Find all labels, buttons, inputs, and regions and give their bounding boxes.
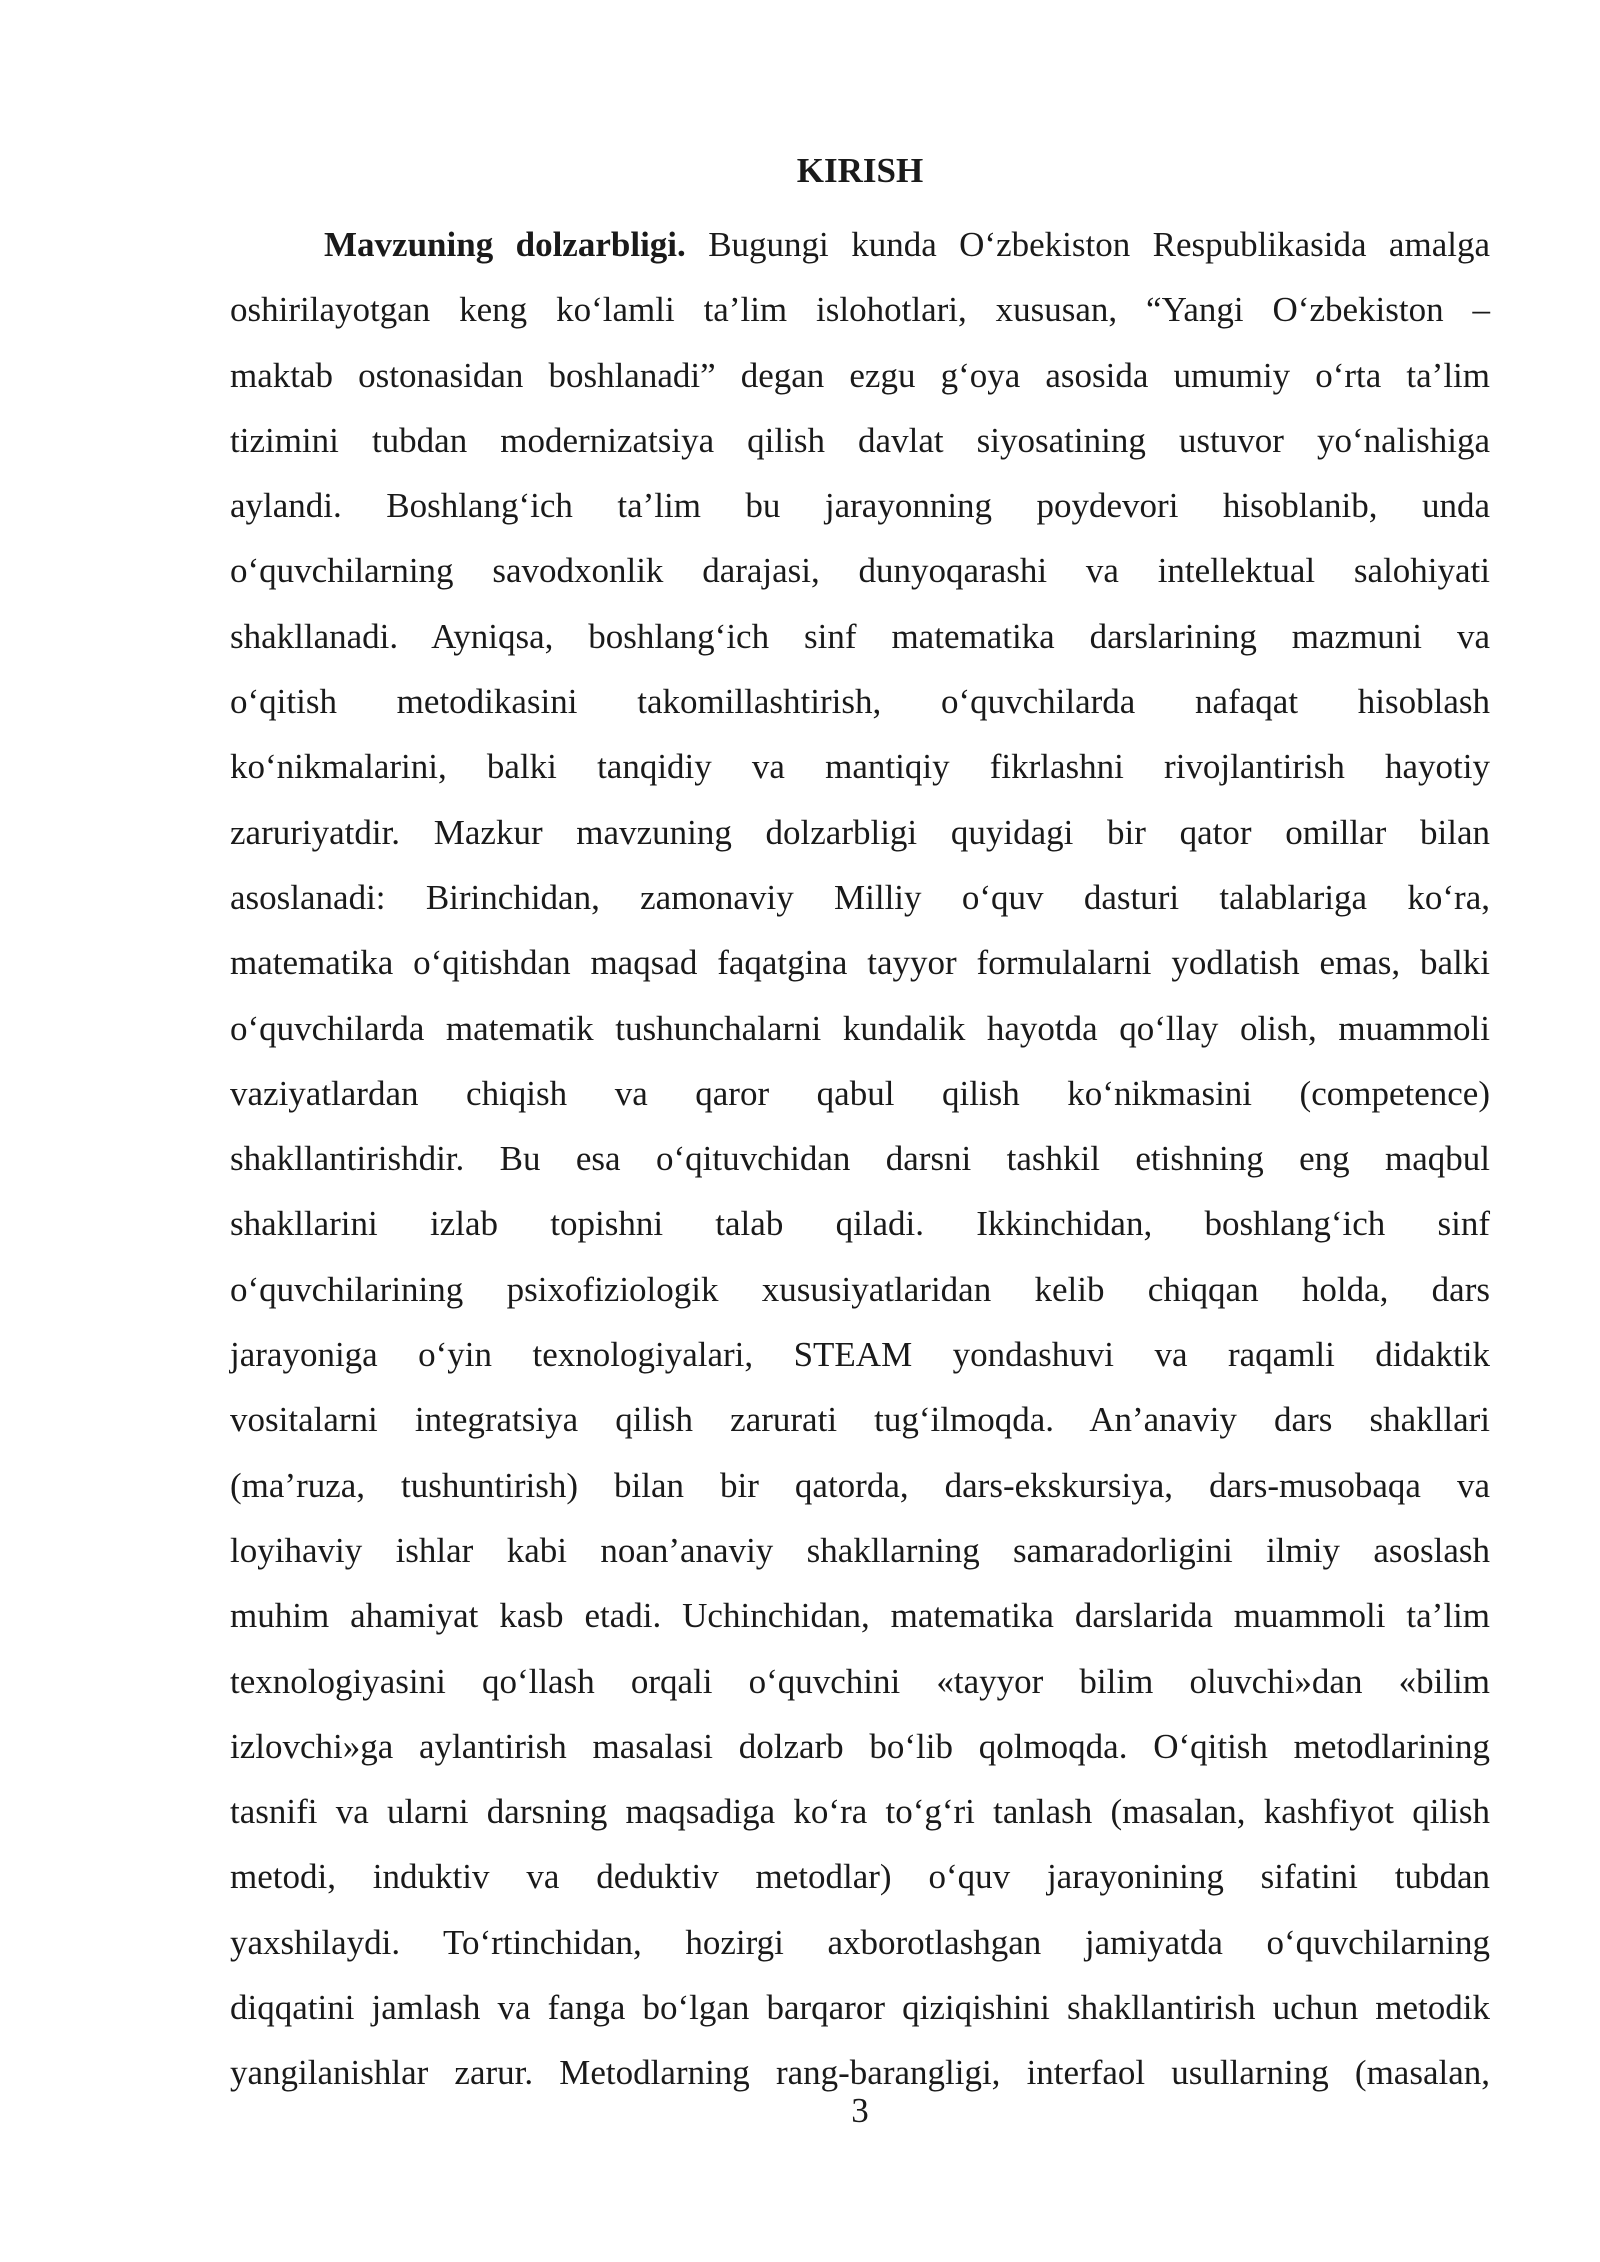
text-line: izlovchi»ga aylantirish masalasi dolzarb bo‘lib qolmoqda. O‘qitish metodlarining <box>230 1726 1490 1766</box>
text-line: metodi, induktiv va deduktiv metodlar) o‘quv jarayonining sifatini tubdan <box>230 1857 1490 1897</box>
text-line: matematika o‘qitishdan maqsad faqatgina tayyor formulalarni yodlatish emas, balki <box>230 943 1490 983</box>
text-line: o‘quvchilarning savodxonlik darajasi, dunyoqarashi va intellektual salohiyati <box>230 551 1490 591</box>
text-line: shakllantirishdir. Bu esa o‘qituvchidan darsni tashkil etishning eng maqbul <box>230 1139 1490 1179</box>
text-line: (ma’ruza, tushuntirish) bilan bir qatorda, dars-ekskursiya, dars-musobaqa va <box>230 1465 1490 1505</box>
text-line: zaruriyatdir. Mazkur mavzuning dolzarbligi quyidagi bir qator omillar bilan <box>230 812 1490 852</box>
text-line: o‘quvchilarining psixofiziologik xususiyatlaridan kelib chiqqan holda, dars <box>230 1269 1490 1309</box>
text-line: tizimini tubdan modernizatsiya qilish davlat siyosatining ustuvor yo‘nalishiga <box>230 420 1490 460</box>
text-line: vositalarni integratsiya qilish zarurati tug‘ilmoqda. An’anaviy dars shakllari <box>230 1400 1490 1440</box>
page-number: 3 <box>851 2091 869 2130</box>
text-line: shakllarini izlab topishni talab qiladi. Ikkinchidan, boshlang‘ich sinf <box>230 1204 1490 1244</box>
text-line: ko‘nikmalarini, balki tanqidiy va mantiqiy fikrlashni rivojlantirish hayotiy <box>230 747 1490 787</box>
text-line: vaziyatlardan chiqish va qaror qabul qilish ko‘nikmasini (competence) <box>230 1073 1490 1113</box>
text-line: aylandi. Boshlang‘ich ta’lim bu jarayonning poydevori hisoblanib, unda <box>230 486 1490 526</box>
text-line: jarayoniga o‘yin texnologiyalari, STEAM yondashuvi va raqamli didaktik <box>230 1335 1490 1375</box>
text-line: asoslanadi: Birinchidan, zamonaviy Milliy o‘quv dasturi talablariga ko‘ra, <box>230 877 1490 917</box>
text-line: texnologiyasini qo‘llash orqali o‘quvchini «tayyor bilim oluvchi»dan «bilim <box>230 1661 1490 1701</box>
text-line: yaxshilaydi. To‘rtinchidan, hozirgi axborotlashgan jamiyatda o‘quvchilarning <box>230 1922 1490 1962</box>
text-line: yangilanishlar zarur. Metodlarning rang-barangligi, interfaol usullarning (masalan, <box>230 2053 1490 2093</box>
page-title: KIRISH <box>796 151 924 190</box>
text-line: loyihaviy ishlar kabi noan’anaviy shakllarning samaradorligini ilmiy asoslash <box>230 1530 1490 1570</box>
text-line: o‘quvchilarda matematik tushunchalarni kundalik hayotda qo‘llay olish, muammoli <box>230 1008 1490 1048</box>
lead-term: Mavzuning dolzarbligi. <box>324 225 686 264</box>
text-line: tasnifi va ularni darsning maqsadiga ko‘ra to‘g‘ri tanlash (masalan, kashfiyot qilish <box>230 1792 1490 1832</box>
text-line <box>230 212 1490 277</box>
body-paragraph <box>230 212 1490 2106</box>
text-line: oshirilayotgan keng ko‘lamli ta’lim islohotlari, xususan, “Yangi O‘zbekiston – <box>230 290 1490 330</box>
text-line: maktab ostonasidan boshlanadi” degan ezgu g‘oya asosida umumiy o‘rta ta’lim <box>230 355 1490 395</box>
text-line: o‘qitish metodikasini takomillashtirish, o‘quvchilarda nafaqat hisoblash <box>230 682 1490 722</box>
text-line: diqqatini jamlash va fanga bo‘lgan barqaror qiziqishini shakllantirish uchun metodik <box>230 1988 1490 2028</box>
text-line-content: Bugungi kunda O‘zbekiston Respublikasida amalga <box>685 225 1490 264</box>
text-line: shakllanadi. Ayniqsa, boshlang‘ich sinf matematika darslarining mazmuni va <box>230 616 1490 656</box>
text-line: muhim ahamiyat kasb etadi. Uchinchidan, matematika darslarida muammoli ta’lim <box>230 1596 1490 1636</box>
